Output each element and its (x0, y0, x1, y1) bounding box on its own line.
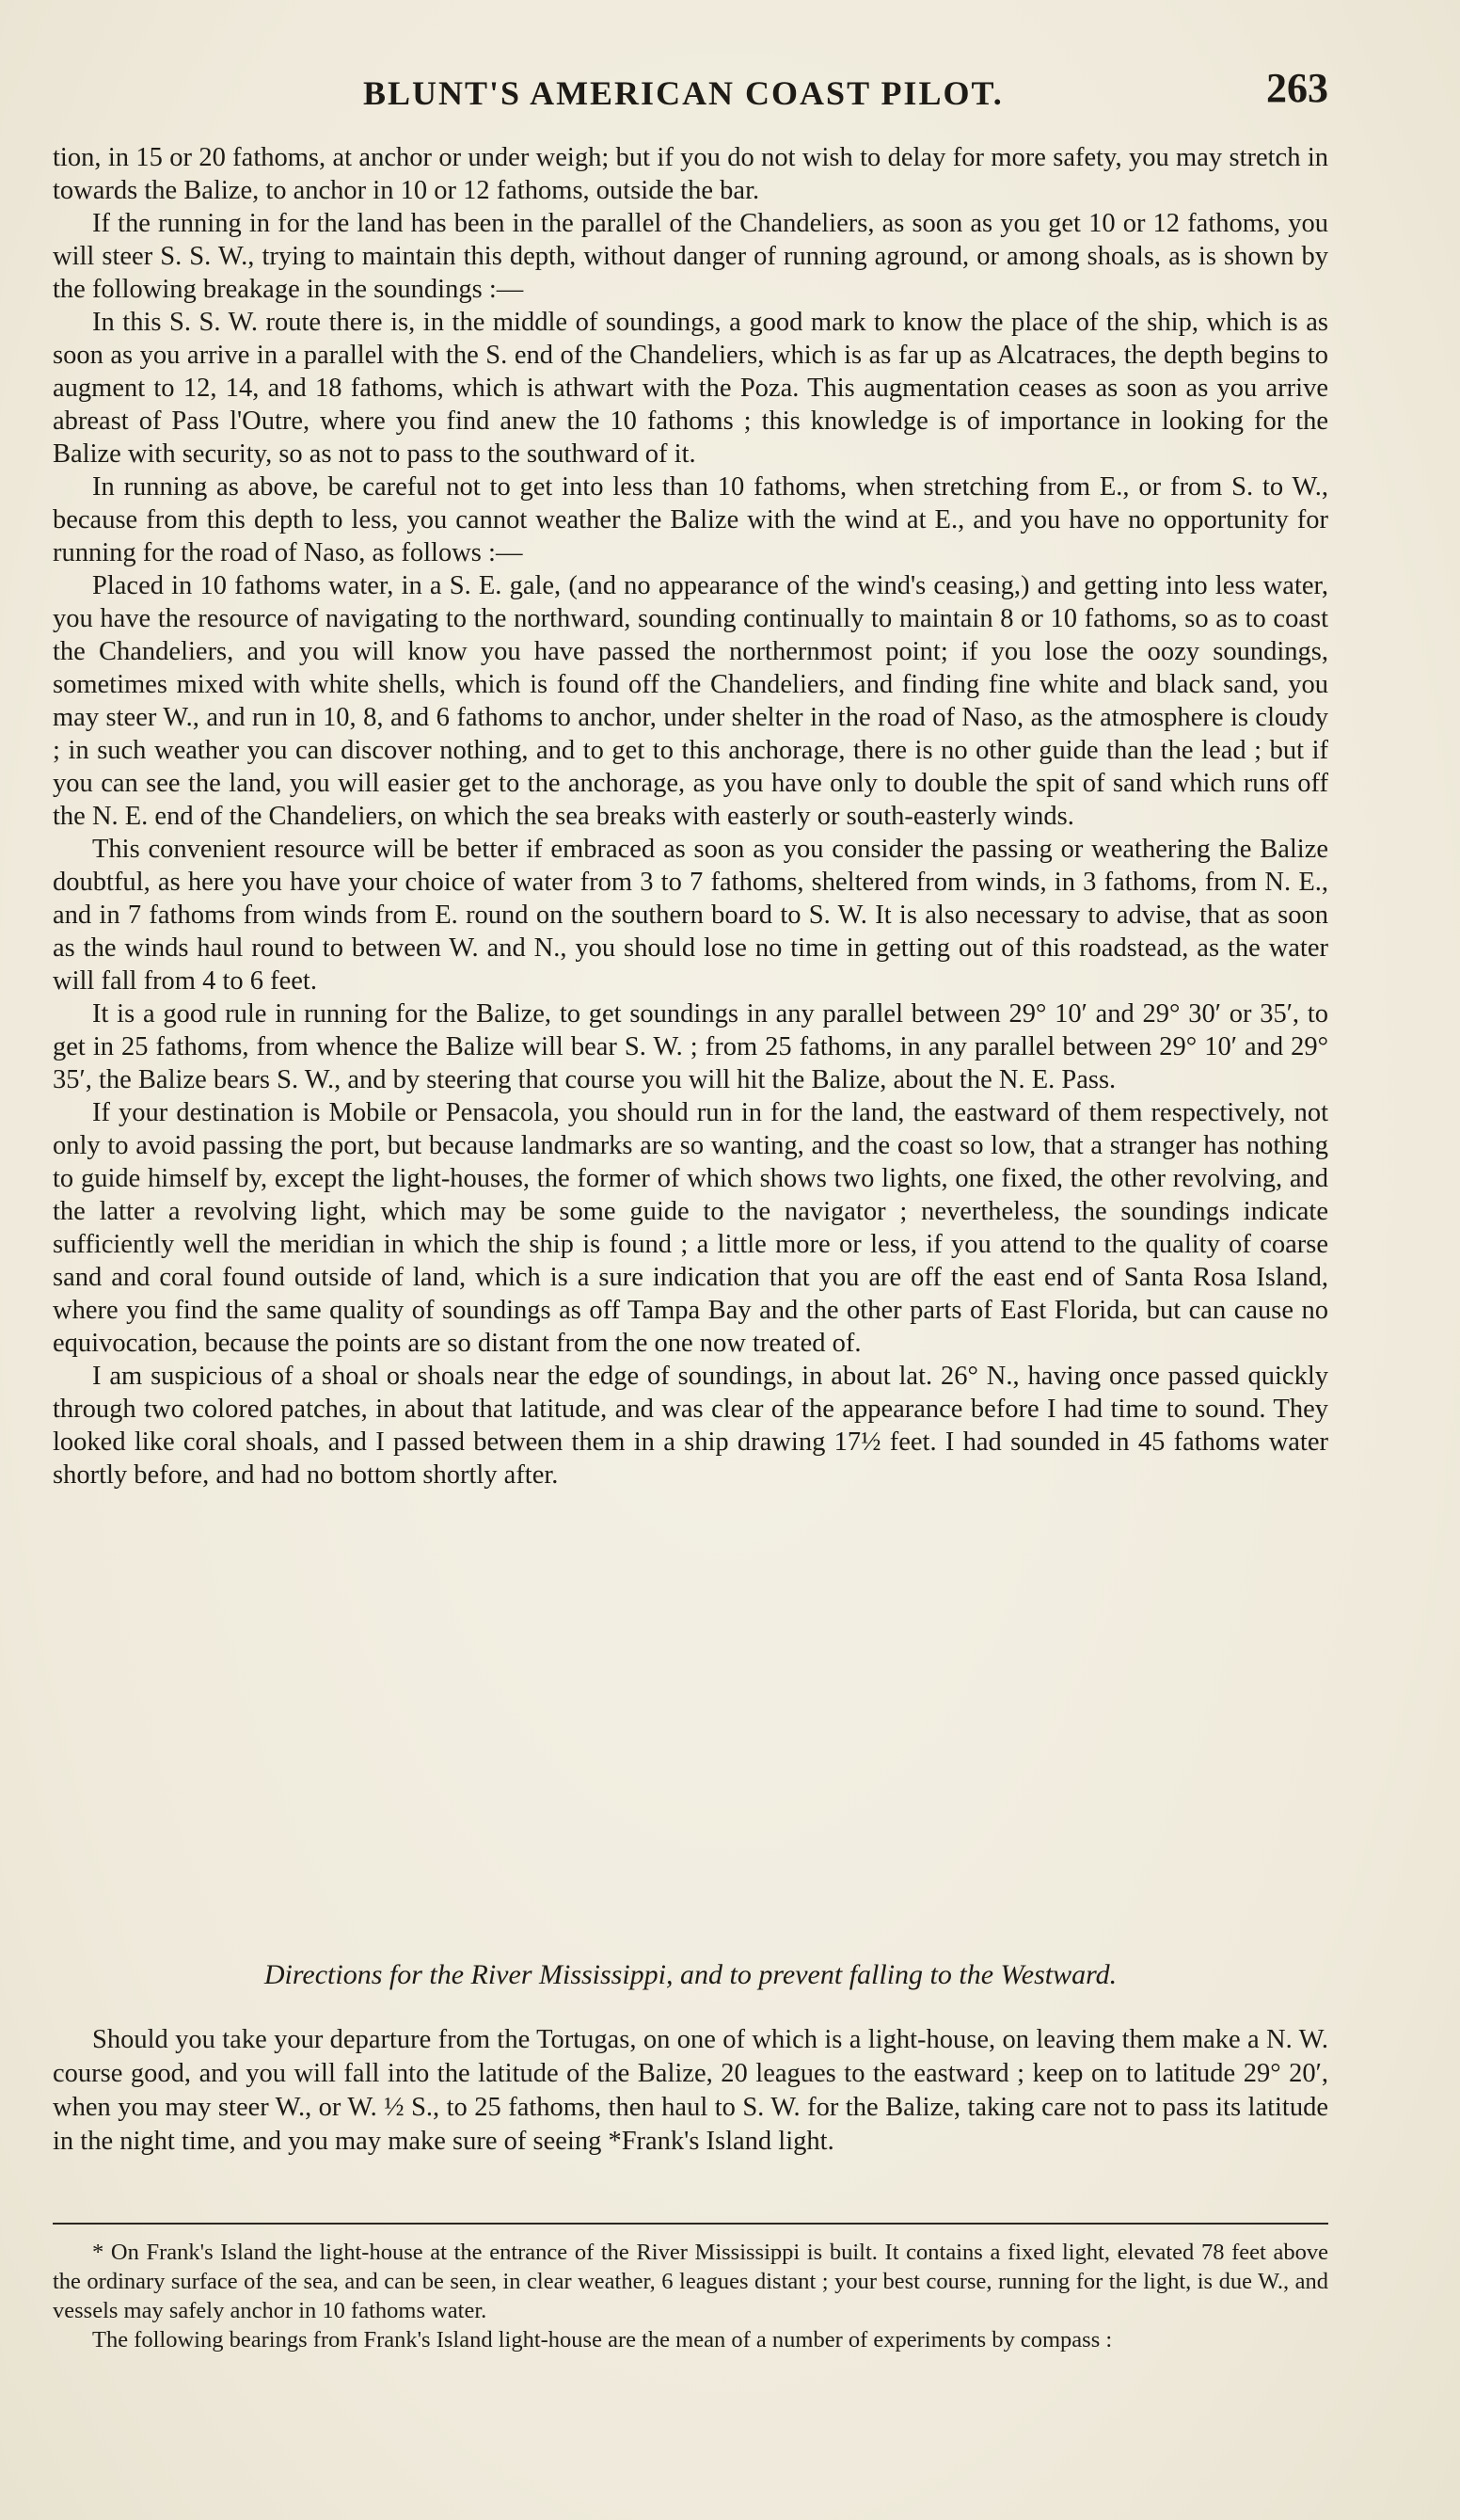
footnote: The following bearings from Frank's Island light-house are the mean of a number of experiments by compass : (92, 2327, 1113, 2353)
paragraph: If the running in for the land has been in the parallel of the Chandeliers, as soon as you get 10 or 12 fathoms, you will steer S. S. W., trying to maintain this depth, without danger of running aground, or among shoals, as is shown by the following breakage in the soundings :— (53, 209, 1328, 304)
paragraph: It is a good rule in running for the Balize, to get soundings in any parallel between 29° 10′ and 29° 30′ or 35′, to get in 25 fathoms, from whence the Balize will bear S. W. ; from 25 fathoms, in any parallel between 29° 10′ and 29° 35′, the Balize bears S. W., and by steering that course you will hit the Balize, about the N. E. Pass. (53, 999, 1328, 1094)
running-title: BLUNT'S AMERICAN COAST PILOT. (363, 74, 1004, 112)
page-number: 263 (1266, 65, 1328, 111)
footnote: * On Frank's Island the light-house at the entrance of the River Mississippi is built. It contains a fixed light, elevated 78 feet above the ordinary surface of the sea, and can be seen, in clear weather, 6 leagues distant ; your best course, running for the light, is due W., and vessels may safely anchor in 10 fathoms water. (53, 2240, 1328, 2323)
paragraph: In this S. S. W. route there is, in the middle of soundings, a good mark to know the place of the ship, which is as soon as you arrive in a parallel with the S. end of the Chandeliers, which is as far up as Alcatraces, the depth begins to augment to 12, 14, and 18 fathoms, which is athwart with the Poza. This augmentation ceases as soon as you arrive abreast of Pass l'Outre, where you find anew the 10 fathoms ; this knowledge is of importance in looking for the Balize with security, so as not to pass to the southward of it. (53, 308, 1328, 469)
paragraph: In running as above, be careful not to get into less than 10 fathoms, when stretching from E., or from S. to W., because from this depth to less, you cannot weather the Balize with the wind at E., and you have no opportunity for running for the road of Naso, as follows :— (53, 472, 1328, 567)
section-heading: Directions for the River Mississippi, and to prevent falling to the Westward. (263, 1959, 1118, 1990)
paragraph: tion, in 15 or 20 fathoms, at anchor or under weigh; but if you do not wish to delay for more safety, you may stretch in towards the Balize, to anchor in 10 or 12 fathoms, outside the bar. (53, 143, 1328, 205)
paragraph: If your destination is Mobile or Pensacola, you should run in for the land, the eastward of them respectively, not only to avoid passing the port, but because landmarks are so wanting, and the coast so low, that a stranger has nothing to guide himself by, except the light-houses, the former of which shows two lights, one fixed, the other revolving, and the latter a revolving light, which may be some guide to the navigator ; nevertheless, the soundings indicate sufficiently well the meridian in which the ship is found ; a little more or less, if you attend to the quality of coarse sand and coral found outside of land, which is a sure indication that you are off the east end of Santa Rosa Island, where you find the same quality of soundings as off Tampa Bay and the other parts of East Florida, but can cause no equivocation, because the points are so distant from the one now treated of. (53, 1098, 1328, 1358)
page-header (53, 64, 1328, 120)
paragraph: Placed in 10 fathoms water, in a S. E. gale, (and no appearance of the wind's ceasing,) and getting into less water, you have the resource of navigating to the northward, sounding continually to maintain 8 or 10 fathoms, so as to coast the Chandeliers, and you will know you have passed the northernmost point; if you lose the oozy soundings, sometimes mixed with white shells, which is found off the Chandeliers, and finding fine white and black sand, you may steer W., and run in 10, 8, and 6 fathoms to anchor, under shelter in the road of Naso, as the atmosphere is cloudy ; in such weather you can discover nothing, and to get to this anchorage, there is no other guide than the lead ; but if you can see the land, you will easier get to the anchorage, as you have only to double the spit of sand which runs off the N. E. end of the Chandeliers, on which the sea breaks with easterly or south-easterly winds. (53, 571, 1328, 831)
footnotes (53, 2238, 1328, 2354)
paragraph: This convenient resource will be better if embraced as soon as you consider the passing or weathering the Balize doubtful, as here you have your choice of water from 3 to 7 fathoms, sheltered from winds, in 3 fathoms, from N. E., and in 7 fathoms from winds from E. round on the southern board to S. W. It is also necessary to advise, that as soon as the winds haul round to between W. and N., you should lose no time in getting out of this roadstead, as the water will fall from 4 to 6 feet. (53, 835, 1328, 996)
main-text (53, 141, 1328, 1491)
footnote-divider (53, 2223, 1328, 2225)
paragraph: Should you take your departure from the Tortugas, on one of which is a light-house, on leaving them make a N. W. course good, and you will fall into the latitude of the Balize, 20 leagues to the eastward ; keep on to latitude 29° 20′, when you may steer W., or W. ½ S., to 25 fathoms, then haul to S. W. for the Balize, taking care not to pass its latitude in the night time, and you may make sure of seeing *Frank's Island light. (53, 2025, 1328, 2156)
paragraph: I am suspicious of a shoal or shoals near the edge of soundings, in about lat. 26° N., having once passed quickly through two colored patches, in about that latitude, and was clear of the appearance before I had time to sound. They looked like coral shoals, and I passed between them in a ship drawing 17½ feet. I had sounded in 45 fathoms water shortly before, and had no bottom shortly after. (53, 1362, 1328, 1490)
section-text (53, 2023, 1328, 2159)
